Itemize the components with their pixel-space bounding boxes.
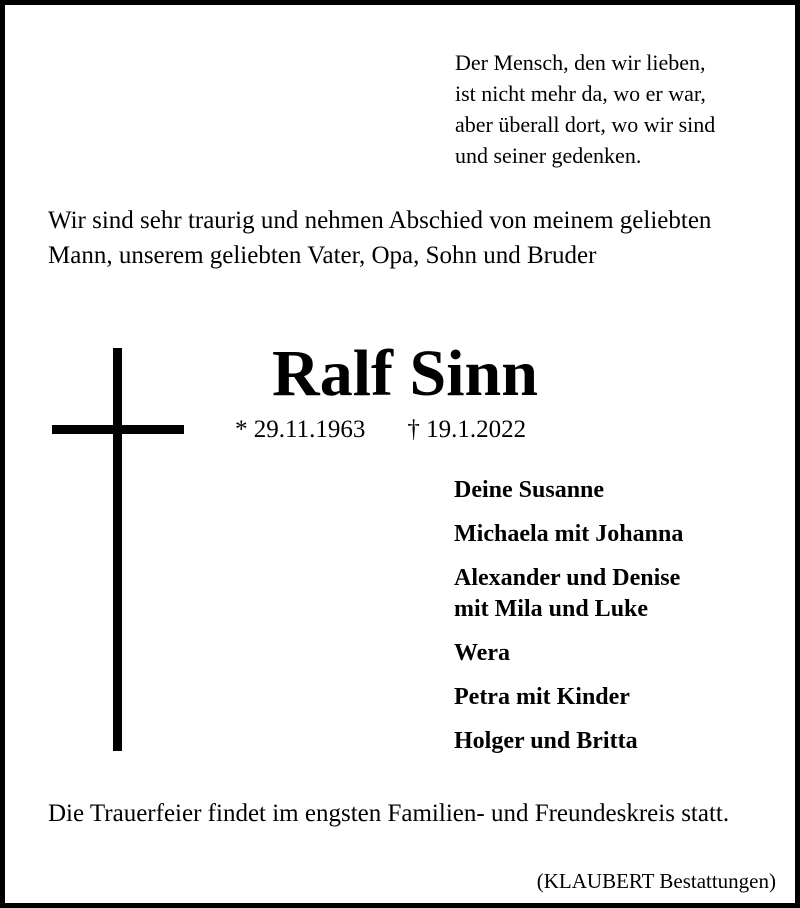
- mourner-line: mit Mila und Luke: [454, 596, 649, 622]
- mourner-entry: [454, 682, 784, 713]
- poem-line: und seiner gedenken.: [455, 143, 642, 168]
- mourner-entry: [454, 638, 784, 669]
- mourner-line: Wera: [454, 640, 510, 666]
- mourner-line: Michaela mit Johanna: [454, 521, 684, 547]
- farewell-text: Wir sind sehr traurig und nehmen Abschied von meinem geliebten Mann, unserem geliebten Vater, Opa, Sohn und Bruder: [48, 207, 712, 269]
- mourner-line: Petra mit Kinder: [454, 684, 630, 710]
- cross-icon-bar: [52, 425, 184, 434]
- mourner-line: Holger und Britta: [454, 728, 638, 754]
- mourner-line: Alexander und Denise: [454, 565, 681, 591]
- memorial-poem: [455, 47, 785, 171]
- cross-icon: [113, 348, 122, 751]
- undertaker-credit: (KLAUBERT Bestattungen): [536, 869, 776, 893]
- deceased-name: Ralf Sinn: [272, 337, 538, 410]
- death-date: † 19.1.2022: [407, 416, 527, 443]
- poem-line: aber überall dort, wo wir sind: [455, 112, 716, 137]
- poem-line: Der Mensch, den wir lieben,: [455, 50, 706, 75]
- mourner-entry: [454, 475, 784, 506]
- mourner-line: Deine Susanne: [454, 477, 605, 503]
- mourner-entry: [454, 726, 784, 757]
- birth-date: * 29.11.1963: [235, 416, 366, 443]
- funeral-notice: Die Trauerfeier findet im engsten Familien- und Freundeskreis statt.: [48, 800, 730, 827]
- mourner-entry: [454, 519, 784, 550]
- poem-line: ist nicht mehr da, wo er war,: [455, 81, 706, 106]
- mourners-list: [454, 475, 784, 770]
- mourner-entry: [454, 563, 784, 625]
- life-dates: [235, 413, 526, 447]
